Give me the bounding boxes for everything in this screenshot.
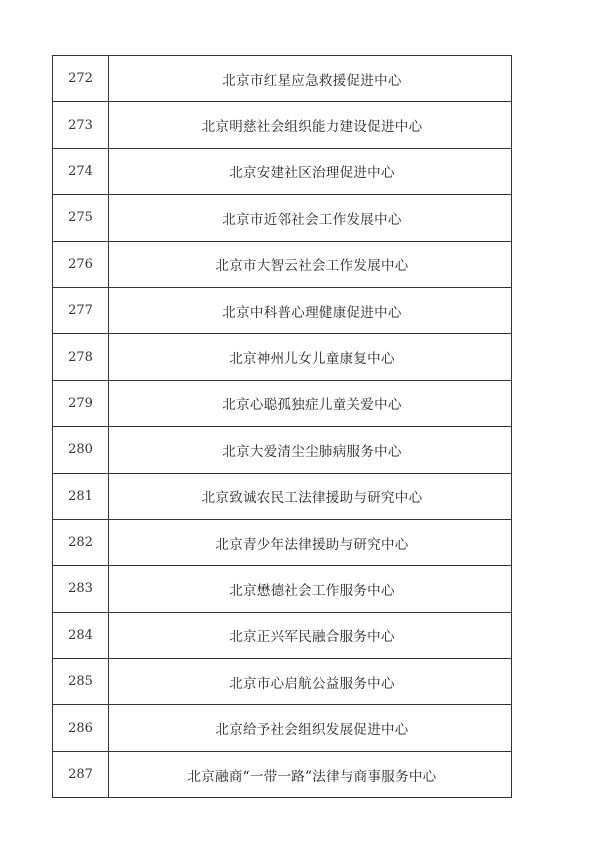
organization-name: 北京安建社区治理促进中心 [109,148,512,194]
row-number: 283 [53,566,109,612]
row-number: 287 [53,751,109,797]
organization-name: 北京融商“一带一路”法律与商事服务中心 [109,751,512,797]
organization-name: 北京市心启航公益服务中心 [109,659,512,705]
row-number: 280 [53,427,109,473]
row-number: 279 [53,380,109,426]
table-row [53,241,512,287]
table-row [53,519,512,565]
organization-table [52,55,512,798]
table-row [53,56,512,102]
organization-name: 北京中科普心理健康促进中心 [109,287,512,333]
row-number: 273 [53,102,109,148]
organization-name: 北京正兴军民融合服务中心 [109,612,512,658]
table-row [53,380,512,426]
organization-name: 北京大爱清尘尘肺病服务中心 [109,427,512,473]
row-number: 284 [53,612,109,658]
row-number: 281 [53,473,109,519]
organization-name: 北京青少年法律援助与研究中心 [109,519,512,565]
organization-name: 北京明慈社会组织能力建设促进中心 [109,102,512,148]
row-number: 277 [53,287,109,333]
row-number: 272 [53,56,109,102]
table-row [53,427,512,473]
organization-name: 北京市近邻社会工作发展中心 [109,195,512,241]
row-number: 274 [53,148,109,194]
table-row [53,705,512,751]
row-number: 282 [53,519,109,565]
organization-name: 北京神州儿女儿童康复中心 [109,334,512,380]
table-row [53,566,512,612]
table-row [53,148,512,194]
organization-name: 北京给予社会组织发展促进中心 [109,705,512,751]
table-row [53,612,512,658]
row-number: 285 [53,659,109,705]
table-row [53,334,512,380]
row-number: 275 [53,195,109,241]
table-row [53,195,512,241]
table-row [53,659,512,705]
row-number: 286 [53,705,109,751]
row-number: 276 [53,241,109,287]
organization-name: 北京市大智云社会工作发展中心 [109,241,512,287]
table-row [53,102,512,148]
row-number: 278 [53,334,109,380]
organization-name: 北京心聪孤独症儿童关爱中心 [109,380,512,426]
table-row [53,751,512,797]
organization-name: 北京市红星应急救援促进中心 [109,56,512,102]
organization-name: 北京懋德社会工作服务中心 [109,566,512,612]
organization-name: 北京致诚农民工法律援助与研究中心 [109,473,512,519]
table-row [53,287,512,333]
table-row [53,473,512,519]
